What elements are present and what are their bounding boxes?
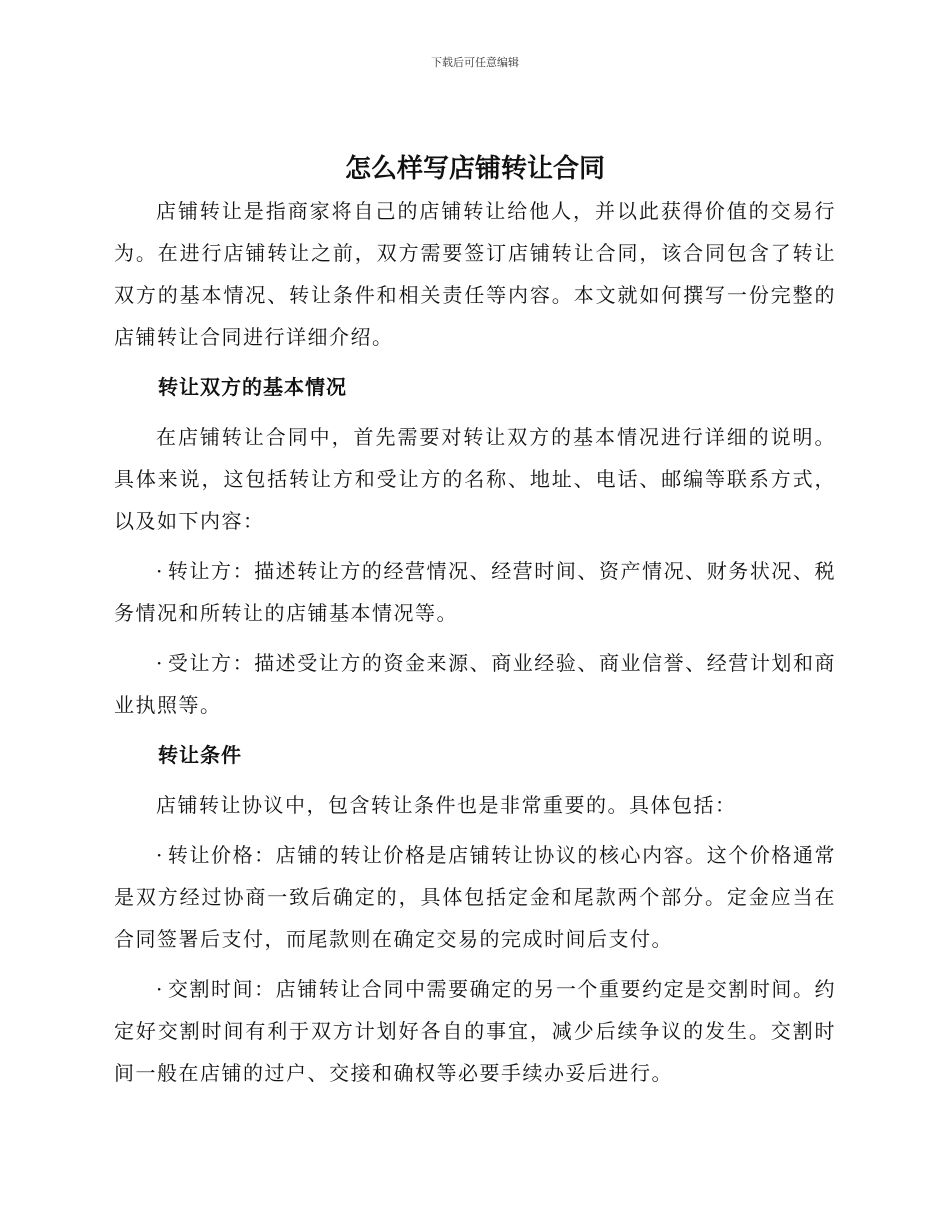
bullet-text: 转让方：描述转让方的经营情况、经营时间、资产情况、财务状况、税务情况和所转让的店铺基本情况等。 — [114, 559, 836, 625]
bullet-text: 受让方：描述受让方的资金来源、商业经验、商业信誉、经营计划和商业执照等。 — [114, 651, 836, 717]
bullet-mark: · — [156, 651, 164, 675]
document-body — [114, 190, 836, 1102]
bullet-item — [114, 834, 836, 960]
section-heading-parties: 转让双方的基本情况 — [158, 375, 347, 399]
section-paragraph-conditions: 店铺转让协议中，包含转让条件也是非常重要的。具体包括： — [156, 793, 737, 817]
bullet-mark: · — [156, 559, 164, 583]
bullet-item — [114, 642, 836, 726]
bullet-item — [114, 968, 836, 1094]
section-paragraph-parties: 在店铺转让合同中，首先需要对转让双方的基本情况进行详细的说明。具体来说，这包括转让方和受让方的名称、地址、电话、邮编等联系方式，以及如下内容： — [114, 425, 836, 533]
bullet-item — [114, 550, 836, 634]
bullet-text: 交割时间：店铺转让合同中需要确定的另一个重要约定是交割时间。约定好交割时间有利于双方计划好各自的事宜，减少后续争议的发生。交割时间一般在店铺的过户、交接和确权等必要手续办妥后进行。 — [114, 977, 836, 1085]
header-note: 下载后可任意编辑 — [431, 56, 519, 69]
bullet-mark: · — [156, 843, 164, 867]
bullet-text: 转让价格：店铺的转让价格是店铺转让协议的核心内容。这个价格通常是双方经过协商一致后确定的，具体包括定金和尾款两个部分。定金应当在合同签署后支付，而尾款则在确定交易的完成时间后支付。 — [114, 843, 836, 951]
page-title: 怎么样写店铺转让合同 — [344, 154, 605, 184]
bullet-mark: · — [156, 977, 164, 1001]
intro-paragraph: 店铺转让是指商家将自己的店铺转让给他人，并以此获得价值的交易行为。在进行店铺转让之前，双方需要签订店铺转让合同，该合同包含了转让双方的基本情况、转让条件和相关责任等内容。本文就如何撰写一份完整的店铺转让合同进行详细介绍。 — [114, 199, 836, 349]
section-heading-conditions: 转让条件 — [158, 743, 242, 767]
